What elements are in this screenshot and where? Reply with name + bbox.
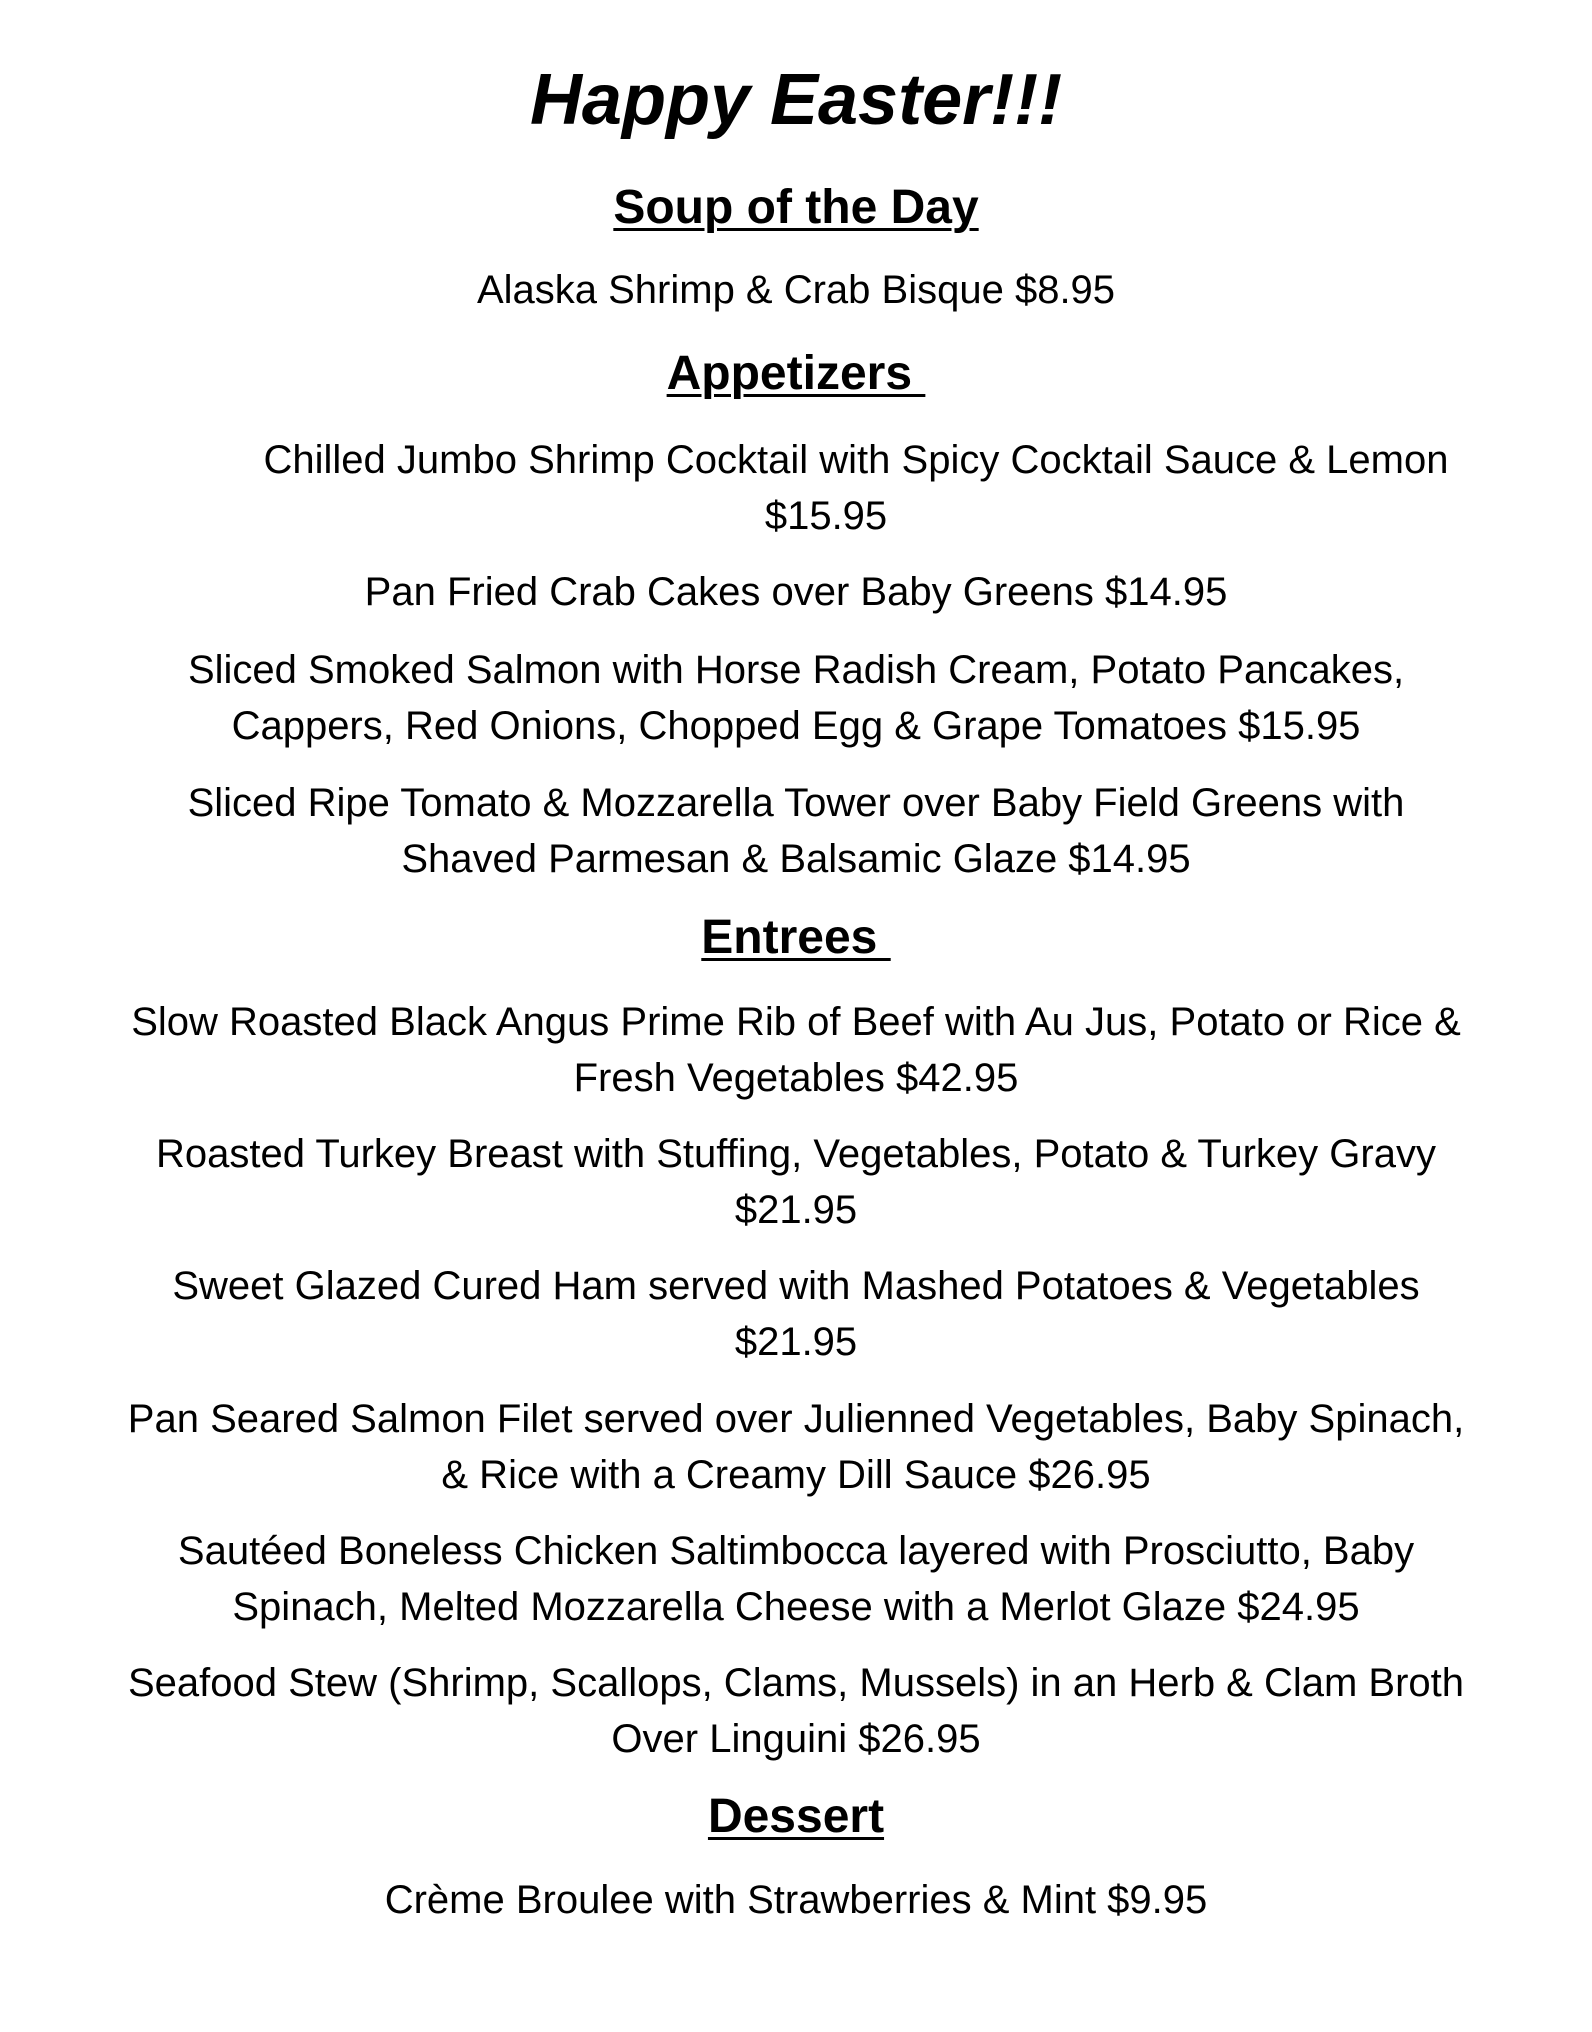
menu-item-line: Pan Fried Crab Cakes over Baby Greens $14.95 [364,570,1228,614]
menu-item-line: Roasted Turkey Breast with Stuffing, Vegetables, Potato & Turkey Gravy [156,1132,1436,1176]
menu-item [60,642,1532,754]
menu-item [90,432,1562,544]
menu-item-line: Cappers, Red Onions, Chopped Egg & Grape Tomatoes $15.95 [231,704,1361,748]
menu-item-line: Sautéed Boneless Chicken Saltimbocca layered with Prosciutto, Baby [177,1529,1415,1573]
menu-item-line: Over Linguini $26.95 [611,1717,981,1761]
menu-item-line: $21.95 [734,1188,858,1232]
menu-item [60,1655,1532,1767]
menu-item [60,1872,1532,1928]
menu-item-line: $15.95 [764,494,888,538]
menu-title: Happy Easter!!! [529,60,1063,140]
menu-item [60,775,1532,887]
menu-item-line: Sliced Ripe Tomato & Mozzarella Tower over Baby Field Greens with [187,781,1405,825]
menu-item [60,1391,1532,1503]
menu-item-line: Sweet Glazed Cured Ham served with Mashed Potatoes & Vegetables [172,1264,1420,1308]
section-heading-appetizers: Appetizers [666,347,926,400]
menu-item-line: Fresh Vegetables $42.95 [573,1056,1019,1100]
menu-item-line: Slow Roasted Black Angus Prime Rib of Beef with Au Jus, Potato or Rice & [131,1000,1461,1044]
menu-item-line: $21.95 [734,1320,858,1364]
menu-item-line: & Rice with a Creamy Dill Sauce $26.95 [441,1453,1151,1497]
menu-item-line: Seafood Stew (Shrimp, Scallops, Clams, Mussels) in an Herb & Clam Broth [127,1661,1465,1705]
menu-item [60,564,1532,620]
menu-item-line: Shaved Parmesan & Balsamic Glaze $14.95 [401,837,1191,881]
menu-item [60,994,1532,1106]
section-heading-entrees: Entrees [701,911,891,964]
menu-item-line: Pan Seared Salmon Filet served over Julienned Vegetables, Baby Spinach, [127,1397,1465,1441]
menu-item [60,1258,1532,1370]
menu-item-line: Chilled Jumbo Shrimp Cocktail with Spicy Cocktail Sauce & Lemon [263,438,1449,482]
section-heading-dessert: Dessert [707,1790,885,1843]
menu-item-line: Sliced Smoked Salmon with Horse Radish Cream, Potato Pancakes, [187,648,1405,692]
menu-item [60,262,1532,318]
section-heading-soup: Soup of the Day [613,181,979,234]
menu-item [60,1523,1532,1635]
menu-item-line: Spinach, Melted Mozzarella Cheese with a Merlot Glaze $24.95 [232,1585,1360,1629]
menu-item [60,1126,1532,1238]
menu-item-line: Alaska Shrimp & Crab Bisque $8.95 [476,268,1116,312]
menu-item-line: Crème Broulee with Strawberries & Mint $9.95 [384,1878,1208,1922]
